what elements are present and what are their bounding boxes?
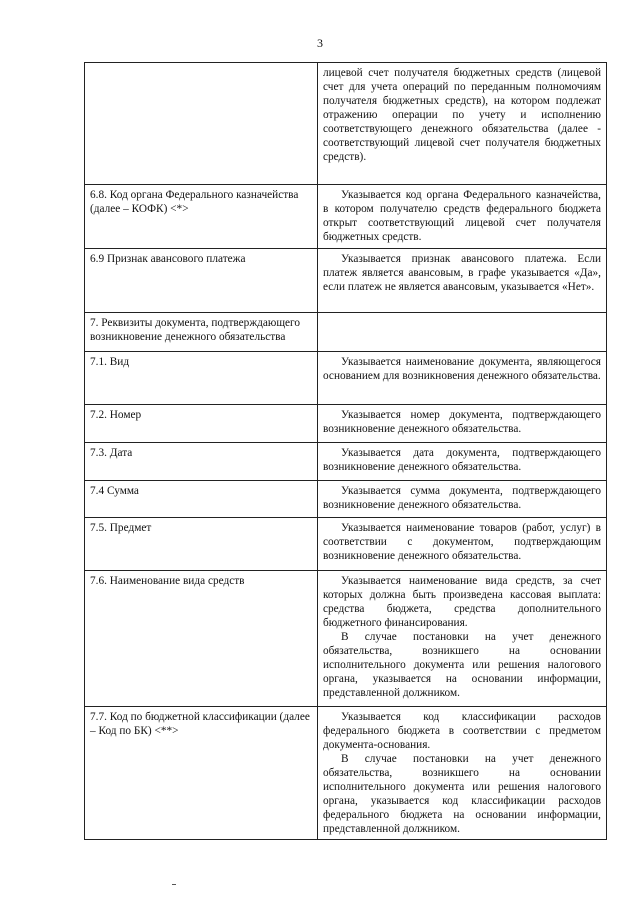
row-label: 7.7. Код по бюджетной классификации (далее – Код по БК) <**> [85, 707, 318, 840]
row-description [318, 352, 607, 405]
description-paragraph: В случае постановки на учет денежного обязательства, возникшего на основании исполнительного документа или решения налогового органа, указывается на основании информации, представленной должником. [323, 631, 601, 699]
row-description [318, 707, 607, 840]
table-row [85, 405, 607, 443]
description-paragraph: Указывается дата документа, подтверждающего возникновение денежного обязательства. [323, 447, 601, 473]
row-description [318, 313, 607, 352]
description-paragraph: Указывается сумма документа, подтверждающего возникновение денежного обязательства. [323, 485, 601, 511]
table-row [85, 443, 607, 481]
description-paragraph: Указывается наименование вида средств, за счет которых должна быть произведена кассовая выплата: средства бюджета, средства дополнительного бюджетного финансирования. [323, 575, 601, 629]
row-description [318, 518, 607, 571]
row-description [318, 405, 607, 443]
table-row [85, 571, 607, 707]
requisites-table [84, 62, 607, 840]
description-paragraph: лицевой счет получателя бюджетных средств (лицевой счет для учета операций по переданным полномочиям получателя бюджетных средств), на котором подлежат отражению операции по учету и исполнению соответствующего денежного обязательства (далее - соответствующий лицевой счет получателя бюджетных средств). [323, 67, 601, 163]
table-row [85, 707, 607, 840]
table-row [85, 481, 607, 518]
row-label: 6.8. Код органа Федерального казначейства (далее – КОФК) <*> [85, 185, 318, 249]
row-label [85, 63, 318, 185]
scan-mark [172, 884, 176, 885]
row-label: 7.1. Вид [85, 352, 318, 405]
table-row [85, 313, 607, 352]
description-paragraph: Указывается код классификации расходов федерального бюджета в соответствии с предметом документа-основания. [323, 711, 601, 751]
row-label: 7.4 Сумма [85, 481, 318, 518]
row-description [318, 249, 607, 313]
row-label: 7.2. Номер [85, 405, 318, 443]
table-row [85, 63, 607, 185]
description-paragraph: Указывается признак авансового платежа. Если платеж является авансовым, в графе указывается «Да», если платеж не является авансовым, указывается «Нет». [323, 253, 601, 293]
row-description [318, 481, 607, 518]
row-label: 7.5. Предмет [85, 518, 318, 571]
row-description [318, 185, 607, 249]
page-number: 3 [317, 36, 323, 50]
table-row [85, 249, 607, 313]
row-label: 7. Реквизиты документа, подтверждающего возникновение денежного обязательства [85, 313, 318, 352]
description-paragraph: Указывается наименование товаров (работ, услуг) в соответствии с документом, подтверждающим возникновение денежного обязательства. [323, 522, 601, 562]
row-description [318, 443, 607, 481]
description-paragraph: Указывается наименование документа, являющегося основанием для возникновения денежного обязательства. [323, 356, 601, 382]
row-label: 7.6. Наименование вида средств [85, 571, 318, 707]
row-label: 7.3. Дата [85, 443, 318, 481]
description-paragraph: Указывается номер документа, подтверждающего возникновение денежного обязательства. [323, 409, 601, 435]
description-paragraph: Указывается код органа Федерального казначейства, в котором получателю средств федерального бюджета открыт соответствующий лицевой счет получателя бюджетных средств. [323, 189, 601, 243]
table-row [85, 352, 607, 405]
row-description [318, 571, 607, 707]
description-paragraph: В случае постановки на учет денежного обязательства, возникшего на основании исполнительного документа или решения налогового органа, указывается код классификации расходов федерального бюджета на основании информации, представленной должником. [323, 753, 601, 835]
row-label: 6.9 Признак авансового платежа [85, 249, 318, 313]
row-description [318, 63, 607, 185]
table-row [85, 518, 607, 571]
table-row [85, 185, 607, 249]
